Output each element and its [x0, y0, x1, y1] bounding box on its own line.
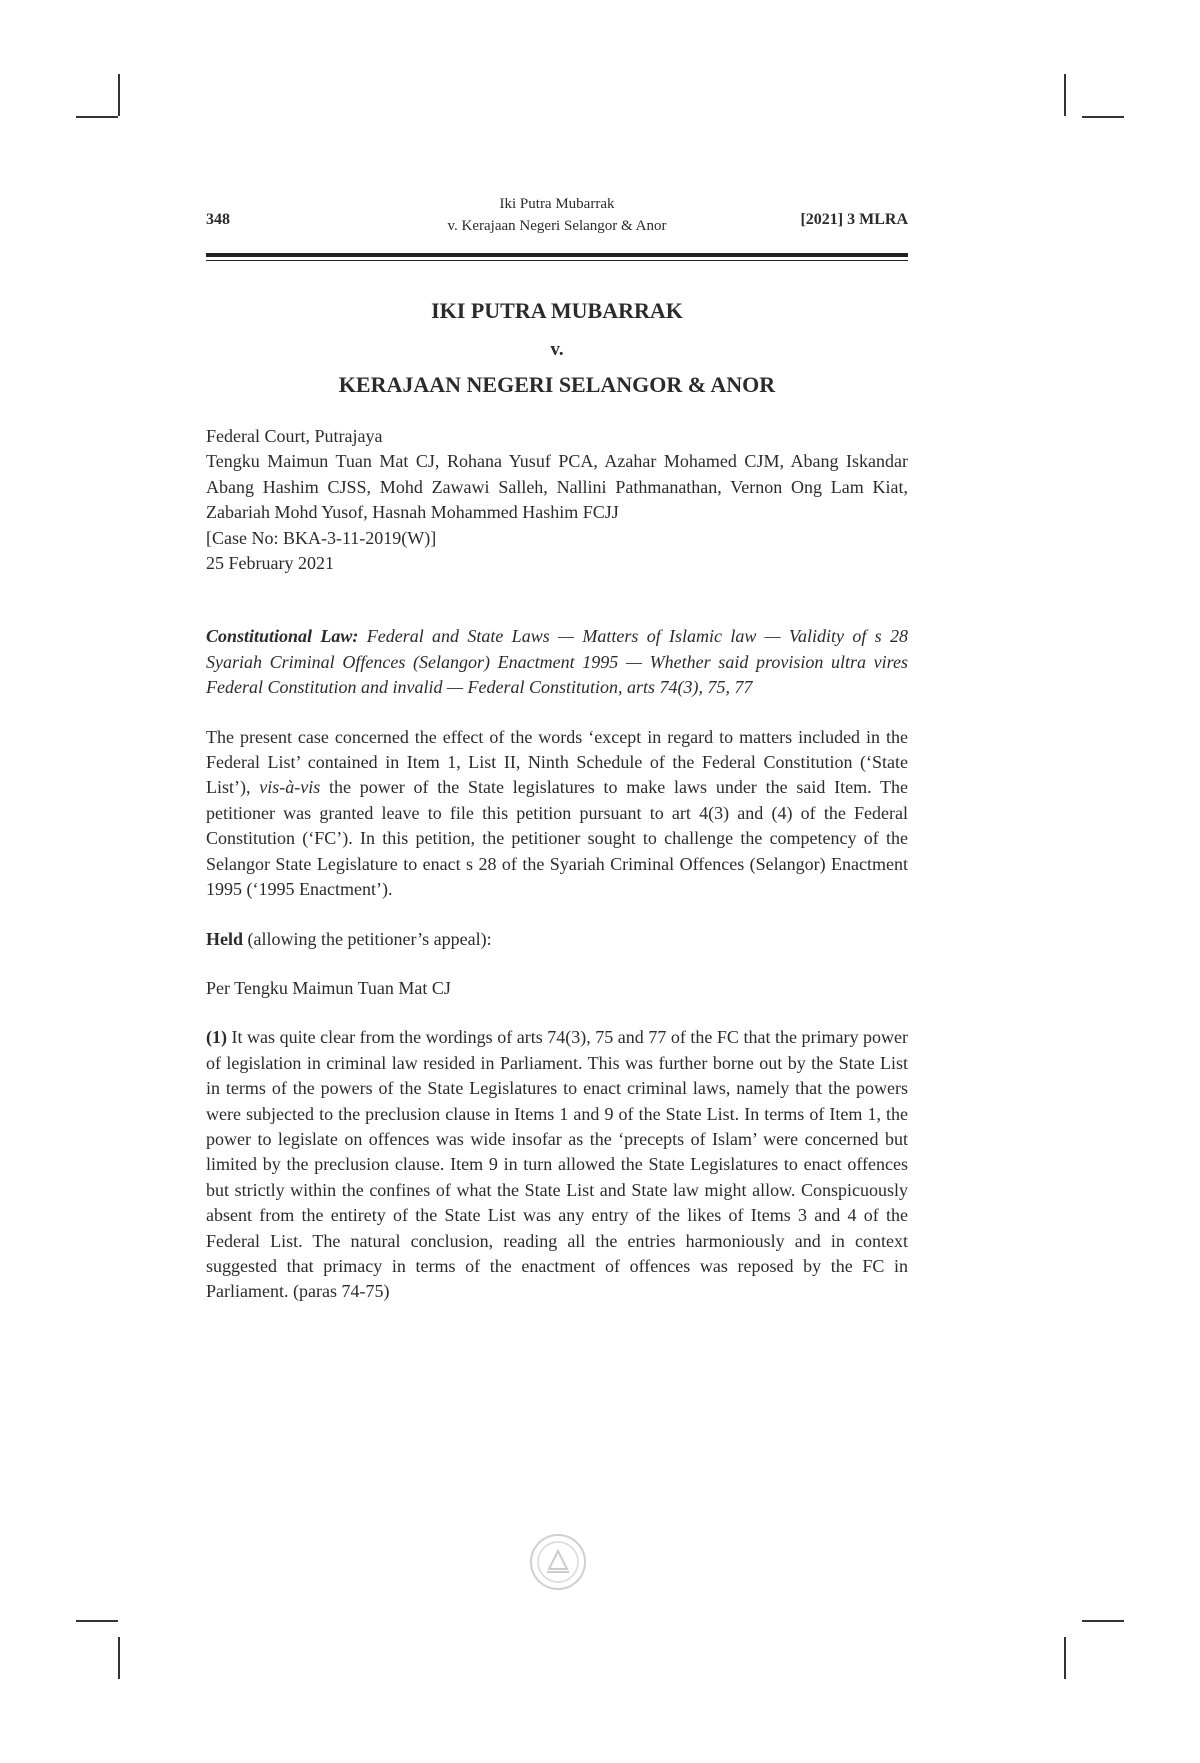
per-judge: Per Tengku Maimun Tuan Mat CJ — [206, 977, 451, 998]
summary-italic: vis-à-vis — [259, 777, 321, 798]
held-label: Held — [206, 928, 244, 949]
case-summary — [206, 725, 908, 903]
held-line — [206, 927, 908, 952]
header-rule-thin — [206, 260, 908, 261]
running-header — [206, 193, 908, 237]
crop-mark — [76, 116, 118, 118]
coram-block — [206, 424, 908, 576]
holding-1 — [206, 1025, 908, 1304]
judges-list: Tengku Maimun Tuan Mat CJ, Rohana Yusuf PCA, Azahar Mohamed CJM, Abang Iskandar Abang Hashim CJSS, Mohd Zawawi Salleh, Nallini Pathmanathan, Vernon Ong Lam Kiat, Zabariah Mohd Yusof, Hasnah Mohammed Hashim FCJJ — [206, 451, 908, 523]
summary-text-1: The present case concerned the effect of the words ‘except in regard to matters included in the Federal List’ contained in Item 1, List II, Ninth Schedule of the Federal Constitution (‘State List’), — [206, 726, 908, 798]
crop-mark — [118, 74, 120, 116]
crop-mark — [76, 1620, 118, 1622]
held-text: (allowing the petitioner’s appeal): — [243, 928, 492, 949]
case-number: [Case No: BKA-3-11-2019(W)] — [206, 527, 437, 548]
holding-text: It was quite clear from the wordings of arts 74(3), 75 and 77 of the FC that the primary power of legislation in criminal law resided in Parliament. This was further borne out by the State List in terms of the powers of the State Legislatures to enact criminal laws, namely that the powers were subjected to the preclusion clause in Items 1 and 9 of the State List. In terms of Item 1, the power to legislate on offences was wide insofar as the ‘precepts of Islam’ were concerned but limited by the preclusion clause. Item 9 in turn allowed the State Legislatures to enact offences but strictly within the confines of what the State List and State law might allow. Conspicuously absent from the entirety of the State List was any entry of the likes of Items 3 and 4 of the Federal List. The natural conclusion, reading all the entries harmoniously and in context suggested that primacy in terms of the enactment of offences was reposed by the FC in Parliament. (paras 74-75) — [206, 1027, 908, 1302]
page-number: 348 — [206, 211, 230, 228]
catchwords — [206, 624, 908, 700]
court-name: Federal Court, Putrajaya — [206, 426, 383, 446]
party-one: IKI PUTRA MUBARRAK — [431, 298, 683, 323]
running-title-line2: v. Kerajaan Negeri Selangor & Anor — [447, 218, 667, 234]
running-title-line1: Iki Putra Mubarrak — [499, 196, 615, 212]
catchwords-subject: Constitutional Law: — [206, 626, 359, 647]
report-body — [206, 424, 908, 1329]
holding-number: (1) — [206, 1027, 227, 1048]
header-rule — [206, 253, 908, 257]
law-report-citation: [2021] 3 MLRA — [800, 211, 908, 228]
crop-mark — [1082, 1620, 1124, 1622]
crop-mark — [1064, 1637, 1066, 1679]
publisher-seal-icon — [529, 1533, 587, 1591]
crop-mark — [1064, 74, 1066, 116]
summary-text-2: the power of the State legislatures to make laws under the said Item. The petitioner was granted leave to file this petition pursuant to art 4(3) and (4) of the Federal Constitution (‘FC’). In this petition, the petitioner sought to challenge the competency of the Selangor State Legislature to enact s 28 of the Syariah Criminal Offences (Selangor) Enactment 1995 (‘1995 Enactment’). — [206, 777, 908, 900]
versus: v. — [550, 339, 564, 360]
catchwords-text: Federal and State Laws — Matters of Islamic law — Validity of s 28 Syariah Criminal Offences (Selangor) Enactment 1995 — Whether said provision ultra vires Federal Constitution and invalid — Federal Constitution, arts 74(3), 75, 77 — [206, 626, 909, 698]
crop-mark — [118, 1637, 120, 1679]
party-two: KERAJAAN NEGERI SELANGOR & ANOR — [338, 372, 776, 397]
judgment-date: 25 February 2021 — [206, 553, 334, 574]
crop-mark — [1082, 116, 1124, 118]
